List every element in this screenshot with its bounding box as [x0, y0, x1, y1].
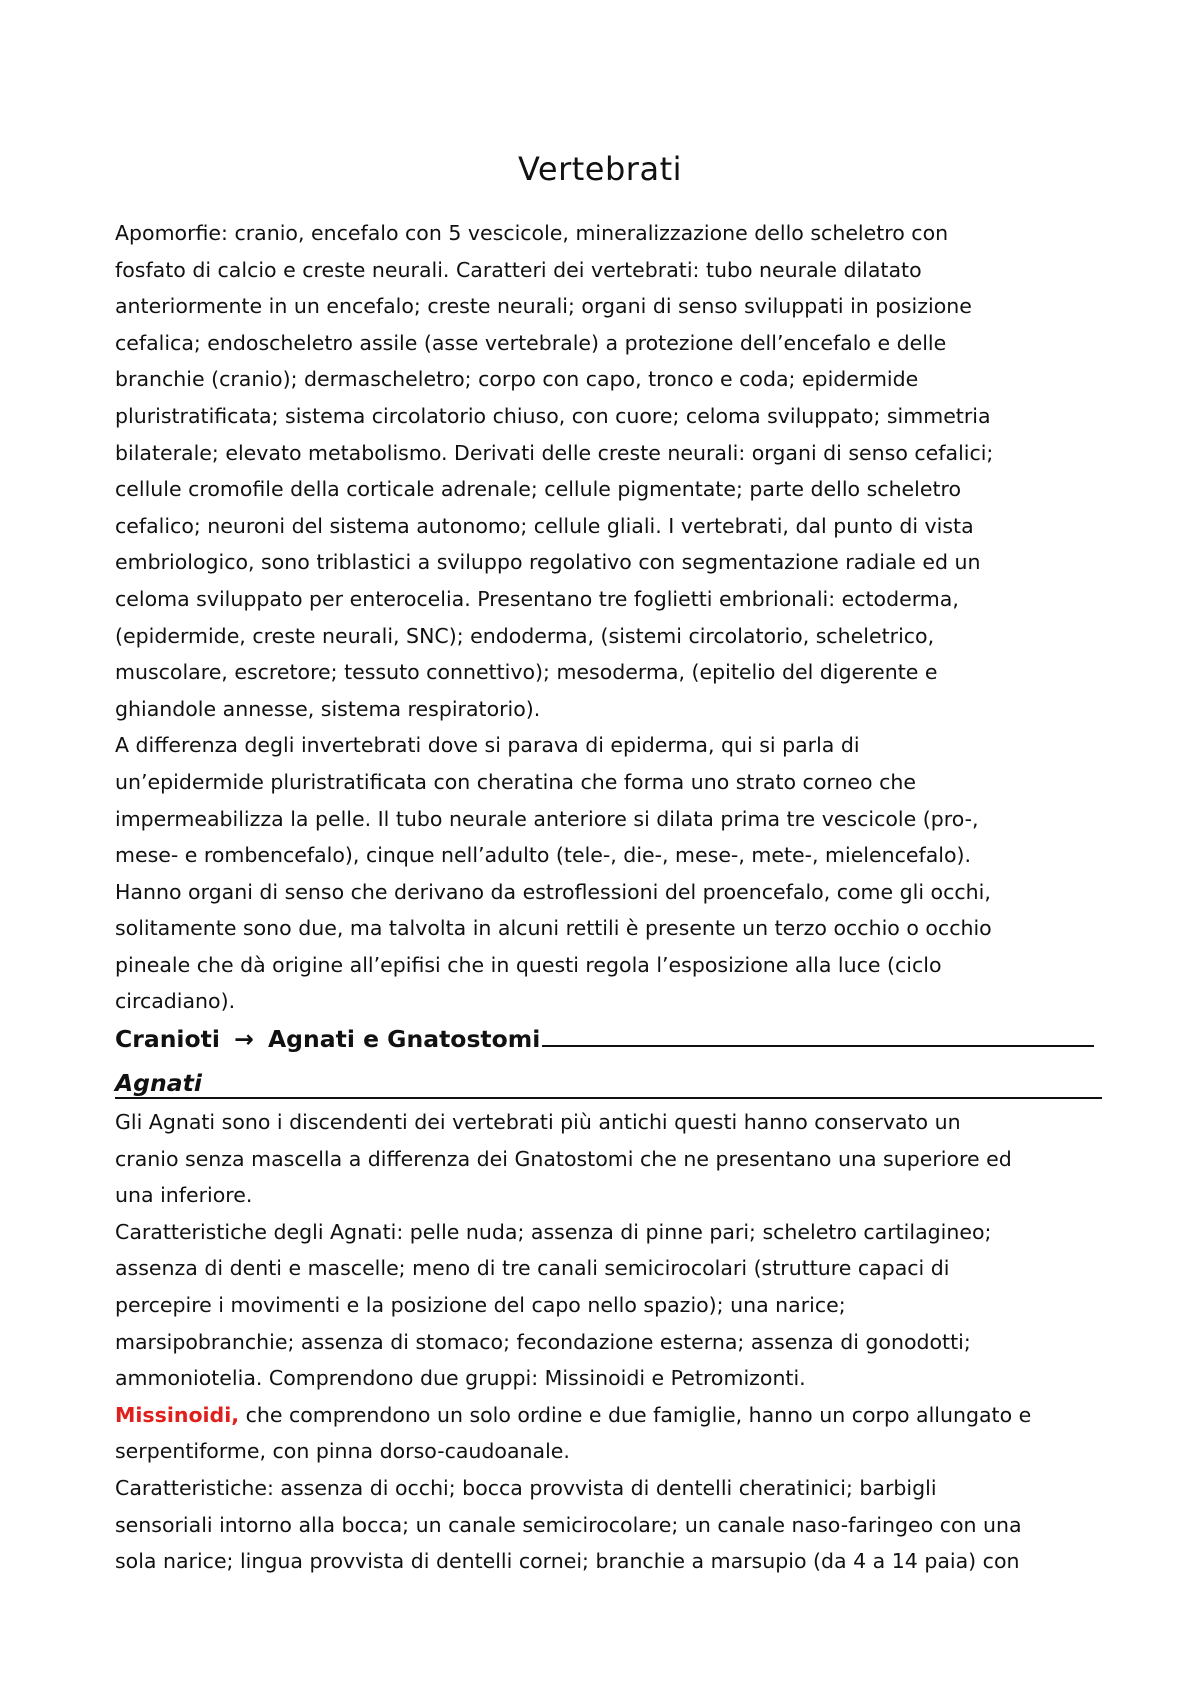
text-line: assenza di denti e mascelle; meno di tre canali semicirocolari (strutture capaci di — [115, 1256, 950, 1281]
text-line: bilaterale; elevato metabolismo. Derivati delle creste neurali: organi di senso cefalici; — [115, 440, 994, 465]
text-line: marsipobranchie; assenza di stomaco; fecondazione esterna; assenza di gonodotti; — [115, 1329, 971, 1354]
text-line: cefalica; endoscheletro assile (asse vertebrale) a protezione dell’encefalo e delle — [115, 330, 947, 355]
text-line: cellule cromofile della corticale adrenale; cellule pigmentate; parte dello scheletro — [115, 477, 962, 502]
missinoidi-term: Missinoidi, — [115, 1402, 240, 1427]
missinoidi-text: che comprendono un solo ordine e due famiglie, hanno un corpo allungato e — [239, 1402, 1032, 1427]
text-line: celoma sviluppato per enterocelia. Presentano tre foglietti embrionali: ectoderma, — [115, 586, 959, 611]
text-line: fosfato di calcio e creste neurali. Caratteri dei vertebrati: tubo neurale dilatato — [115, 257, 922, 282]
text-line: mese- e rombencefalo), cinque nell’adulto (tele-, die-, mese-, mete-, mielencefalo). — [115, 843, 972, 868]
text-line: cefalico; neuroni del sistema autonomo; cellule gliali. I vertebrati, dal punto di vista — [115, 513, 974, 538]
intro-paragraph — [115, 215, 1100, 1020]
text-line: branchie (cranio); dermascheletro; corpo con capo, tronco e coda; epidermide — [115, 367, 919, 392]
text-line: anteriormente in un encefalo; creste neurali; organi di senso sviluppati in posizione — [115, 294, 972, 319]
heading-left: Cranioti — [115, 1025, 220, 1053]
heading-underline — [542, 1044, 1094, 1047]
heading-agnati-label: Agnati — [115, 1069, 202, 1097]
text-line: solitamente sono due, ma talvolta in alcuni rettili è presente un terzo occhio o occhio — [115, 916, 992, 941]
text-line: sensoriali intorno alla bocca; un canale semicirocolare; un canale naso-faringeo con una — [115, 1512, 1022, 1537]
text-line: un’epidermide pluristratificata con cheratina che forma uno strato corneo che — [115, 769, 916, 794]
page-title: Vertebrati — [518, 150, 682, 188]
text-line: sola narice; lingua provvista di dentelli cornei; branchie a marsupio (da 4 a 14 paia) con — [115, 1549, 1020, 1574]
section-heading-agnati — [115, 1069, 1102, 1099]
arrow-right-icon: → — [234, 1025, 254, 1053]
text-line: Apomorfie: cranio, encefalo con 5 vescicole, mineralizzazione dello scheletro con — [115, 221, 949, 245]
text-line: pineale che dà origine all’epifisi che in questi regola l’esposizione alla luce (ciclo — [115, 952, 942, 977]
text-line: muscolare, escretore; tessuto connettivo); mesoderma, (epitelio del digerente e — [115, 660, 938, 685]
text-line-missinoidi — [115, 1397, 1100, 1434]
text-line: cranio senza mascella a differenza dei Gnatostomi che ne presentano una superiore ed — [115, 1146, 1012, 1171]
text-line: (epidermide, creste neurali, SNC); endoderma, (sistemi circolatorio, scheletrico, — [115, 623, 935, 648]
text-line: ghiandole annesse, sistema respiratorio). — [115, 696, 541, 721]
text-line: pluristratificata; sistema circolatorio chiuso, con cuore; celoma sviluppato; simmetria — [115, 403, 991, 428]
agnati-paragraph — [115, 1104, 1100, 1580]
text-line: Gli Agnati sono i discendenti dei vertebrati più antichi questi hanno conservato un — [115, 1110, 961, 1134]
text-line: percepire i movimenti e la posizione del capo nello spazio); una narice; — [115, 1292, 846, 1317]
text-line: embriologico, sono triblastici a sviluppo regolativo con segmentazione radiale ed un — [115, 550, 981, 575]
text-line: Caratteristiche: assenza di occhi; bocca provvista di dentelli cheratinici; barbigli — [115, 1475, 937, 1500]
text-line: Caratteristiche degli Agnati: pelle nuda; assenza di pinne pari; scheletro cartilagineo; — [115, 1219, 992, 1244]
section-heading-craniati — [115, 1025, 1095, 1053]
text-line: impermeabilizza la pelle. Il tubo neurale anteriore si dilata prima tre vescicole (pro-, — [115, 806, 979, 831]
text-line: serpentiforme, con pinna dorso-caudoanale. — [115, 1439, 570, 1464]
text-line: una inferiore. — [115, 1183, 253, 1208]
text-line: Hanno organi di senso che derivano da estroflessioni del proencefalo, come gli occhi, — [115, 879, 991, 904]
text-line: A differenza degli invertebrati dove si parava di epiderma, qui si parla di — [115, 733, 860, 758]
text-line: ammoniotelia. Comprendono due gruppi: Missinoidi e Petromizonti. — [115, 1366, 806, 1391]
heading-right: Agnati e Gnatostomi — [268, 1025, 541, 1053]
text-line: circadiano). — [115, 989, 236, 1014]
